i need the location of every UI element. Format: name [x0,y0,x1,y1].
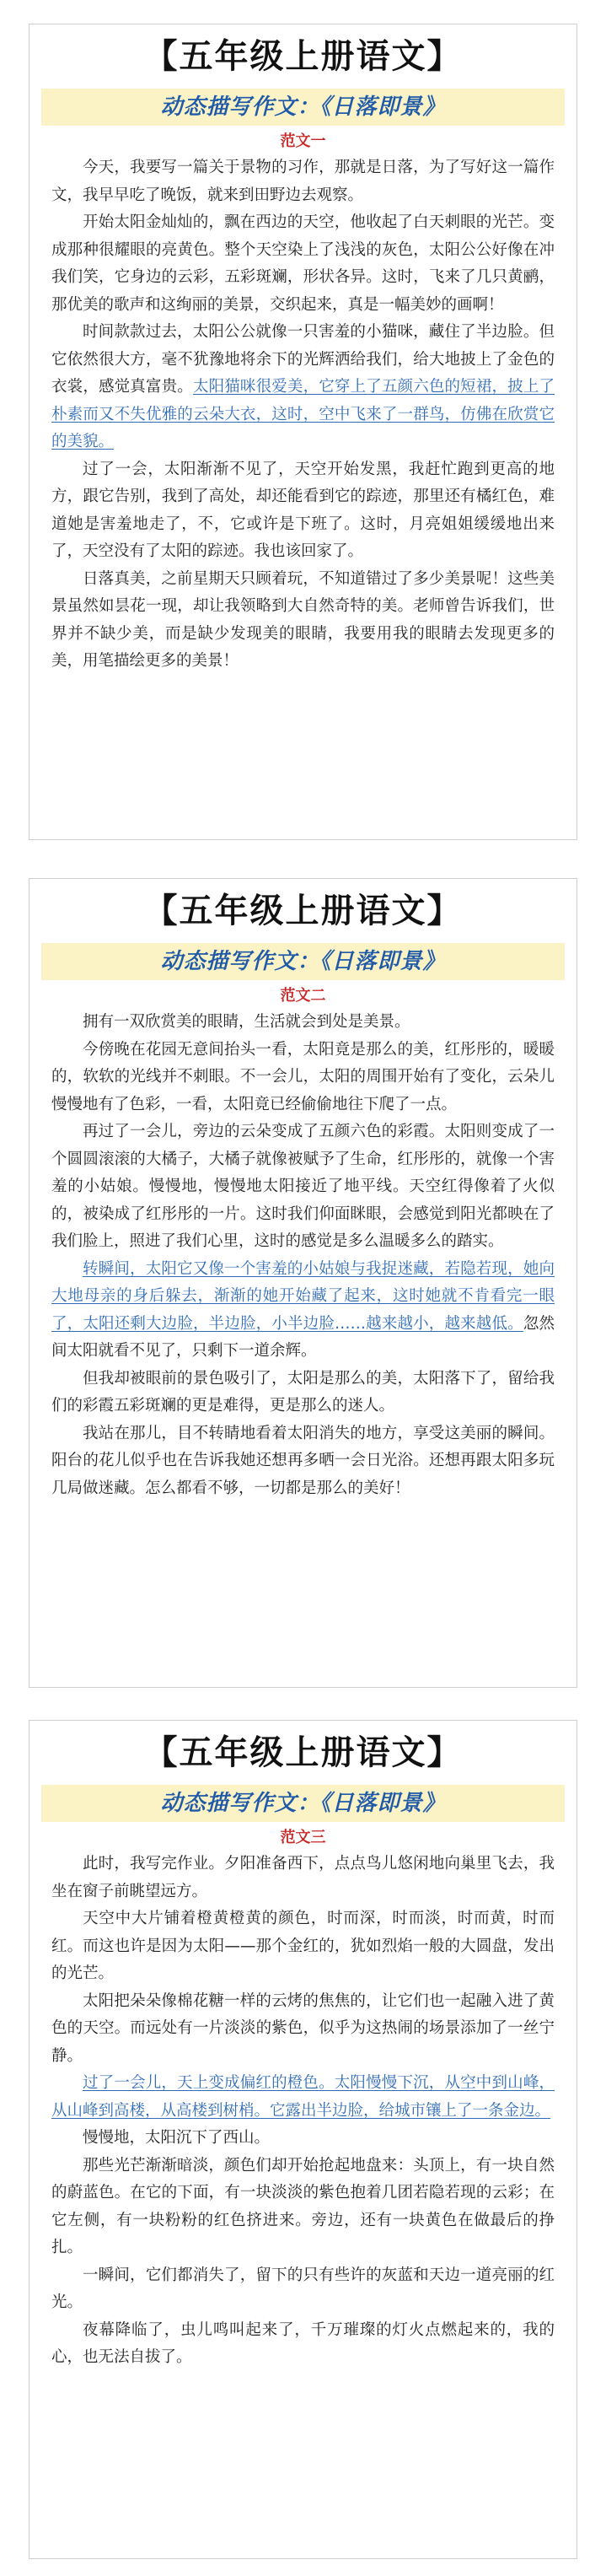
essay-subtitle: 范文二 [280,987,326,1005]
highlighted-sentence: 太阳猫咪很爱美，它穿上了五颜六色的短裙，披上了朴素而又不失优雅的云朵大衣，这时，空中飞来了一群鸟，仿佛在欣赏它的美貌。 [51,378,555,450]
essay-paragraph: 过了一会，太阳渐渐不见了，天空开始发黑，我赶忙跑到更高的地方，跟它告别，我到了高处，却还能看到它的踪迹，那里还有橘红色，难道她是害羞地走了，不，它或许是下班了。这时，月亮姐姐缓缓地出来了，天空没有了太阳的踪迹。我也该回家了。 [51,460,555,560]
essay-paragraph: 一瞬间，它们都消失了，留下的只有些许的灰蓝和天边一道亮丽的红光。 [51,2266,555,2311]
essay-subtitle: 范文三 [280,1829,326,1846]
essay-paragraph: 开始太阳金灿灿的，飘在西边的天空，他收起了白天刺眼的光芒。变成那种很耀眼的亮黄色。整个天空染上了浅浅的灰色，太阳公公好像在冲我们笑，它身边的云彩，五彩斑斓，形状各异。这时，飞来了几只黄鹂，那优美的歌声和这绚丽的美景，交织起来，真是一幅美妙的画啊！ [51,213,555,314]
essay-card-1 [29,24,577,840]
essay-body [29,1851,577,2372]
essay-body [29,154,577,676]
essay-paragraph: 今傍晚在花园无意间抬头一看，太阳竟是那么的美，红彤彤的，暖暖的，软软的光线并不刺眼。不一会儿，太阳的周围开始有了变化，云朵儿慢慢地有了色彩，一看，太阳竟已经偷偷地往下爬了一点。 [51,1040,555,1113]
essay-card-2 [29,878,577,1688]
topic-banner: 动态描写作文：《日落即景》 [41,943,565,980]
essay-card-3 [29,1720,577,2559]
essay-paragraph: 转瞬间，太阳它又像一个害羞的小姑娘与我捉迷藏，若隐若现，她向大地母亲的身后躲去，渐渐的她开始藏了起来，这时她就不肯看完一眼了，太阳还剩大边脸，半边脸，小半边脸……越来越小，越来越低。忽然间太阳就看不见了，只剩下一道余辉。 [51,1259,555,1360]
card-title: 【五年级上册语文】 [143,1733,463,1772]
essay-paragraph: 天空中大片铺着橙黄橙黄的颜色，时而深，时而淡，时而黄，时而红。而这也许是因为太阳——那个金红的，犹如烈焰一般的大圆盘，发出的光芒。 [51,1910,555,1982]
highlighted-sentence: 转瞬间，太阳它又像一个害羞的小姑娘与我捉迷藏，若隐若现，她向大地母亲的身后躲去，渐渐的她开始藏了起来，这时她就不肯看完一眼了，太阳还剩大边脸，半边脸，小半边脸……越来越小，越来越低。 [51,1259,555,1333]
essay-subtitle: 范文一 [280,132,326,150]
topic-banner: 动态描写作文：《日落即景》 [41,89,565,126]
card-title: 【五年级上册语文】 [143,891,463,930]
essay-paragraph [51,2070,555,2125]
essay-paragraph: 拥有一双欣赏美的眼睛，生活就会到处是美景。 [83,1013,410,1031]
essay-paragraph: 我站在那儿，目不转睛地看着太阳消失的地方，享受这美丽的瞬间。阳台的花儿似乎也在告诉我她还想再多晒一会日光浴。还想再跟太阳多玩几局做迷藏。怎么都看不够，一切都是那么的美好！ [51,1424,555,1497]
essay-paragraph: 太阳把朵朵像棉花糖一样的云烤的焦焦的，让它们也一起融入进了黄色的天空。而远处有一片淡淡的紫色，似乎为这热闹的场景添加了一丝宁静。 [51,1991,555,2065]
essay-paragraph: 此时，我写完作业。夕阳准备西下，点点鸟儿悠闲地向巢里飞去，我坐在窗子前眺望远方。 [51,1855,555,1900]
essay-paragraph: 今天，我要写一篇关于景物的习作，那就是日落，为了写好这一篇作文，我早早吃了晚饭，就来到田野边去观察。 [51,159,555,204]
essay-paragraph: 那些光芒渐渐暗淡，颜色们却开始抢起地盘来：头顶上，有一块自然的蔚蓝色。在它的下面，有一块淡淡的紫色抱着几团若隐若现的云彩；在它左侧，有一块粉粉的红色挤进来。旁边，还有一块黄色在做最后的挣扎。 [51,2156,555,2256]
essay-paragraph: 日落真美，之前星期天只顾着玩，不知道错过了多少美景呢！这些美景虽然如昙花一现，却让我领略到大自然奇特的美。老师曾告诉我们，世界并不缺少美，而是缺少发现美的眼睛，我要用我的眼睛去发现更多的美，用笔描绘更多的美景！ [51,569,555,670]
essay-paragraph: 夜幕降临了，虫儿鸣叫起来了，千万璀璨的灯火点燃起来的，我的心，也无法自拔了。 [51,2320,555,2366]
card-title: 【五年级上册语文】 [143,36,463,76]
highlighted-sentence: 过了一会儿，天上变成偏红的橙色。太阳慢慢下沉，从空中到山峰，从山峰到高楼，从高楼到树梢。它露出半边脸，给城市镶上了一条金边。 [51,2074,555,2120]
essay-paragraph: 时间款款过去，太阳公公就像一只害羞的小猫咪，藏住了半边脸。但它依然很大方，毫不犹豫地将余下的光辉洒给我们，给大地披上了金色的衣裳，感觉真富贵。太阳猫咪很爱美，它穿上了五颜六色的短裙，披上了朴素而又不失优雅的云朵大衣，这时，空中飞来了一群鸟，仿佛在欣赏它的美貌。 [51,323,555,450]
essay-paragraph: 再过了一会儿，旁边的云朵变成了五颜六色的彩霞。太阳则变成了一个圆圆滚滚的大橘子，大橘子就像被赋予了生命，红彤彤的，就像一个害羞的小姑娘。慢慢地，慢慢地太阳接近了地平线。天空红得像着了火似的，被染成了红彤彤的一片。这时我们仰面眯眼，会感觉到阳光都映在了我们脸上，照进了我们心里，这时的感觉是多么温暖多么的踏实。 [51,1123,555,1250]
essay-paragraph: 慢慢地，太阳沉下了西山。 [83,2129,271,2147]
essay-body [29,1009,577,1502]
essay-paragraph: 但我却被眼前的景色吸引了，太阳是那么的美，太阳落下了，留给我们的彩霞五彩斑斓的更是难得，更是那么的迷人。 [51,1369,555,1415]
topic-banner: 动态描写作文：《日落即景》 [41,1785,565,1822]
